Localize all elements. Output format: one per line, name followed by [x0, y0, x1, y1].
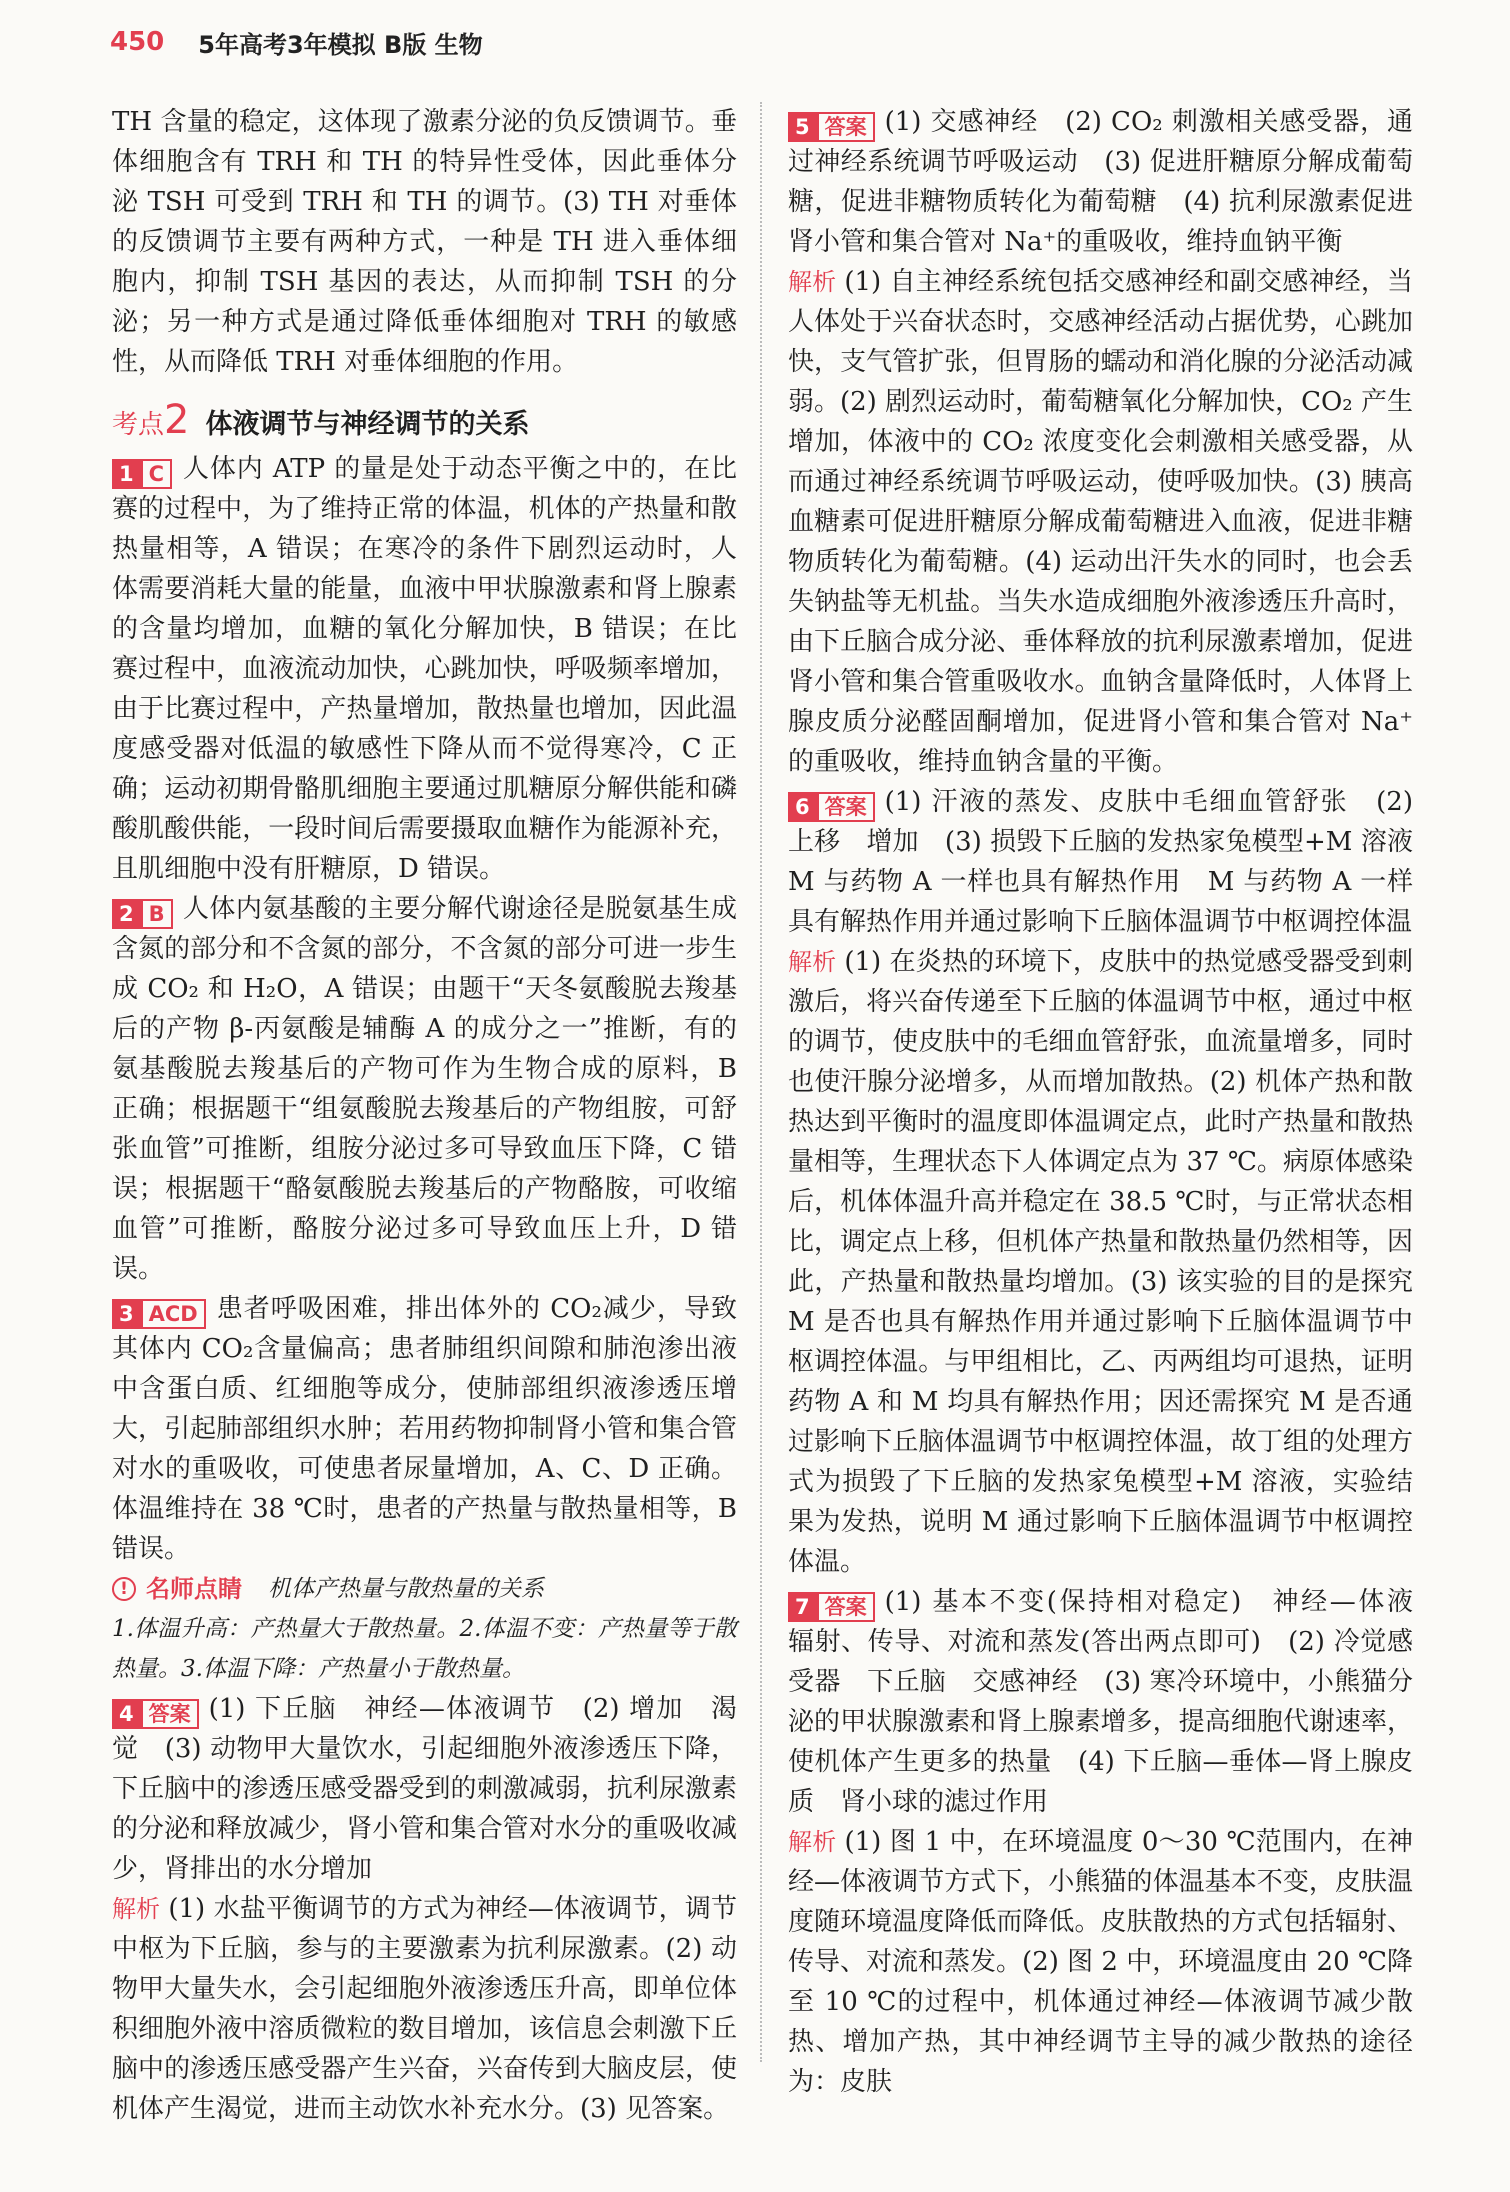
answer-text: 人体内 ATP 的量是处于动态平衡之中的，在比赛的过程中，为了维持正常的体温，机体的产热量和散热量相等，A 错误；在寒冷的条件下剧烈运动时，人体需要消耗大量的能量，血液中甲状腺激素和肾上腺素的含量均增加，血糖的氧化分解加快，B 错误；在比赛过程中，血液流动加快，心跳加快，呼吸频率增加，由于比赛过程中，产热量增加，散热量也增加，因此温度感受器对低温的敏感性下降从而不觉得寒冷，C 正确；运动初期骨骼肌细胞主要通过肌糖原分解供能和磷酸肌酸供能，一段时间后需要摄取血糖作为能源补充，且肌细胞中没有肝糖原，D 错误。 [112, 454, 737, 884]
question-2 [112, 889, 737, 1289]
answer-tag: 5 答案 [788, 112, 875, 142]
tip-title: 机体产热量与散热量的关系 [268, 1576, 544, 1602]
section-title: 体液调节与神经调节的关系 [205, 409, 530, 440]
analysis-text: (1) 水盐平衡调节的方式为神经—体液调节，调节中枢为下丘脑，参与的主要激素为抗利尿激素。(2) 动物甲大量失水，会引起细胞外液渗透压升高，即单位体积细胞外液中溶质微粒的数目增加，该信息会刺激下丘脑中的渗透压感受器产生兴奋，兴奋传到大脑皮层，使机体产生渴觉，进而主动饮水补充水分。(3) 见答案。 [112, 1894, 737, 2124]
page-header [110, 22, 483, 62]
analysis-4 [112, 1889, 737, 2129]
analysis-text: (1) 图 1 中，在环境温度 0～30 ℃范围内，在神经—体液调节方式下，小熊猫的体温基本不变，皮肤温度随环境温度降低而降低。皮肤散热的方式包括辐射、传导、对流和蒸发。(2) 图 2 中，环境温度由 20 ℃降至 10 ℃的过程中，机体通过神经—体液调节减少散热、增加产热，其中神经调节主导的减少散热的途径为：皮肤 [788, 1827, 1414, 2097]
answer-tag: 6 答案 [788, 792, 875, 822]
page-number: 450 [110, 27, 165, 57]
left-column [112, 102, 737, 2129]
analysis-label: 解析 [112, 1895, 161, 1923]
book-title: 5年高考3年模拟 B版 生物 [198, 30, 483, 59]
analysis-5 [788, 262, 1413, 782]
analysis-text: (1) 在炎热的环境下，皮肤中的热觉感受器受到刺激后，将兴奋传递至下丘脑的体温调节中枢，通过中枢的调节，使皮肤中的毛细血管舒张，血流量增多，同时也使汗腺分泌增多，从而增加散热。(2) 机体产热和散热达到平衡时的温度即体温调定点，此时产热量和散热量相等，生理状态下人体调定点为 37 ℃。病原体感染后，机体体温升高并稳定在 38.5 ℃时，与正常状态相比，调定点上移，但机体产热量和散热量仍然相等，因此，产热量和散热量均增加。(3) 该实验的目的是探究 M 是否也具有解热作用并通过影响下丘脑体温调节中枢调控体温。与甲组相比，乙、丙两组均可退热，证明药物 A 和 M 均具有解热作用；因还需探究 M 是否通过影响下丘脑体温调节中枢调控体温，故丁组的处理方式为损毁了下丘脑的发热家兔模型+M 溶液，实验结果为发热，说明 M 通过影响下丘脑体温调节中枢调控体温。 [788, 947, 1413, 1577]
tip-label: 名师点睛 [146, 1575, 242, 1603]
tip-heading [112, 1569, 737, 1609]
analysis-6 [788, 942, 1413, 1582]
analysis-label: 解析 [788, 1828, 837, 1856]
section-label: 考点 [112, 410, 165, 440]
answer-tag: 1 C [112, 459, 172, 489]
column-divider [760, 102, 762, 2062]
answer-text: (1) 下丘脑 神经—体液调节 (2) 增加 渴觉 (3) 动物甲大量饮水，引起细胞外液渗透压下降，下丘脑中的渗透压感受器受到的刺激减弱，抗利尿激素的分泌和释放减少，肾小管和集合管对水分的重吸收减少，肾排出的水分增加 [112, 1694, 737, 1884]
answer-text: 人体内氨基酸的主要分解代谢途径是脱氨基生成含氮的部分和不含氮的部分，不含氮的部分可进一步生成 CO₂ 和 H₂O，A 错误；由题干“天冬氨酸脱去羧基后的产物 β-丙氨酸是辅酶 A 的成分之一”推断，有的氨基酸脱去羧基后的产物可作为生物合成的原料，B 正确；根据题干“组氨酸脱去羧基后的产物组胺，可舒张血管”可推断，组胺分泌过多可导致血压下降，C 错误；根据题干“酪氨酸脱去羧基后的产物酪胺，可收缩血管”可推断，酪胺分泌过多可导致血压上升，D 错误。 [112, 894, 737, 1284]
question-1 [112, 449, 737, 889]
question-7 [788, 1582, 1440, 1822]
answer-tag: 7 答案 [788, 1592, 875, 1622]
intro-paragraph: TH 含量的稳定，这体现了激素分泌的负反馈调节。垂体细胞含有 TRH 和 TH 的特异性受体，因此垂体分泌 TSH 可受到 TRH 和 TH 的调节。(3) TH 对垂体的反馈调节主要有两种方式，一种是 TH 进入垂体细胞内，抑制 TSH 基因的表达，从而抑制 TSH 的分泌；另一种方式是通过降低垂体细胞对 TRH 的敏感性，从而降低 TRH 对垂体细胞的作用。 [112, 107, 737, 377]
question-6 [788, 782, 1440, 942]
tip-body: 1.体温升高：产热量大于散热量。2.体温不变：产热量等于散热量。3.体温下降：产热量小于散热量。 [112, 1616, 737, 1682]
answer-text: (1) 交感神经 (2) CO₂ 刺激相关感受器，通过神经系统调节呼吸运动 (3) 促进肝糖原分解成葡萄糖，促进非糖物质转化为葡萄糖 (4) 抗利尿激素促进肾小管和集合管对 Na⁺的重吸收，维持血钠平衡 [788, 107, 1413, 257]
section-heading [112, 397, 737, 445]
analysis-text: (1) 自主神经系统包括交感神经和副交感神经，当人体处于兴奋状态时，交感神经活动占据优势，心跳加快，支气管扩张，但胃肠的蠕动和消化腺的分泌活动减弱。(2) 剧烈运动时，葡萄糖氧化分解加快，CO₂ 产生增加，体液中的 CO₂ 浓度变化会刺激相关感受器，从而通过神经系统调节呼吸运动，使呼吸加快。(3) 胰高血糖素可促进肝糖原分解成葡萄糖进入血液，促进非糖物质转化为葡萄糖。(4) 运动出汗失水的同时，也会丢失钠盐等无机盐。当失水造成细胞外液渗透压升高时，由下丘脑合成分泌、垂体释放的抗利尿激素增加，促进肾小管和集合管重吸收水。血钠含量降低时，人体肾上腺皮质分泌醛固酮增加，促进肾小管和集合管对 Na⁺的重吸收，维持血钠含量的平衡。 [788, 267, 1413, 777]
answer-text: (1) 汗液的蒸发、皮肤中毛细血管舒张 (2) 上移 增加 (3) 损毁下丘脑的发热家兔模型+M 溶液 M 与药物 A 一样也具有解热作用 M 与药物 A 一样具有解热作用并通过影响下丘脑体温调节中枢调控体温 [788, 787, 1440, 937]
exclamation-icon: ! [112, 1577, 136, 1601]
right-column [788, 102, 1440, 2102]
section-number: 2 [164, 397, 190, 443]
answer-tag: 2 B [112, 899, 173, 929]
analysis-label: 解析 [788, 268, 837, 296]
question-3 [112, 1289, 737, 1569]
analysis-7 [788, 1822, 1413, 2102]
answer-tag: 4 答案 [112, 1699, 199, 1729]
answer-text: (1) 基本不变(保持相对稳定) 神经—体液 辐射、传导、对流和蒸发(答出两点即可) (2) 冷觉感受器 下丘脑 交感神经 (3) 寒冷环境中，小熊猫分泌的甲状腺激素和肾上腺素增多，提高细胞代谢速率，使机体产生更多的热量 (4) 下丘脑—垂体—肾上腺皮质 肾小球的滤过作用 [788, 1587, 1440, 1817]
answer-text: 患者呼吸困难，排出体外的 CO₂减少，导致其体内 CO₂含量偏高；患者肺组织间隙和肺泡渗出液中含蛋白质、红细胞等成分，使肺部组织液渗透压增大，引起肺部组织水肿；若用药物抑制肾小管和集合管对水的重吸收，可使患者尿量增加，A、C、D 正确。体温维持在 38 ℃时，患者的产热量与散热量相等，B 错误。 [112, 1294, 737, 1564]
answer-tag: 3 ACD [112, 1299, 206, 1329]
question-5 [788, 102, 1413, 262]
question-4 [112, 1689, 737, 1889]
analysis-label: 解析 [788, 948, 837, 976]
